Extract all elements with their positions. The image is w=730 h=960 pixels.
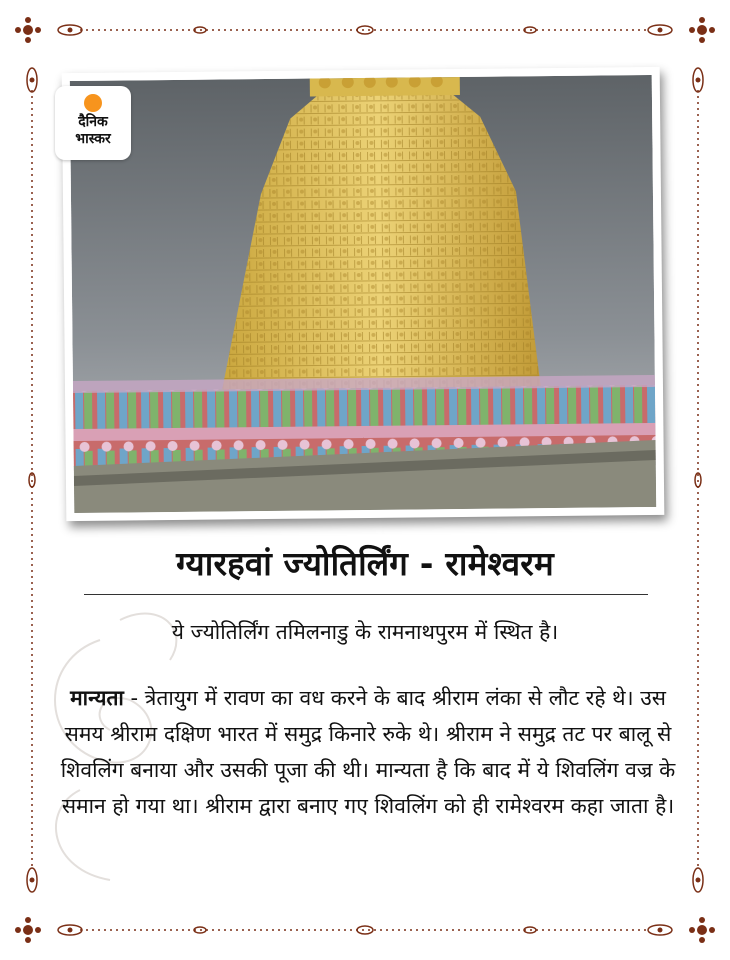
belief-text: त्रेतायुग में रावण का वध करने के बाद श्रीराम लंका से लौट रहे थे। उस समय श्रीराम दक्षिण भारत में समुद्र किनारे रुके थे। श्रीराम ने समुद्र तट पर बालू से शिवलिंग बनाया और उसकी पूजा की थी। मान्यता है कि बाद में ये शिवलिंग वज्र के समान हो गया था। श्रीराम द्वारा बनाए गए शिवलिंग को ही रामेश्वरम कहा जाता है। [60,686,676,818]
temple-photo [70,75,656,513]
intro-text: ये ज्योतिर्लिंग तमिलनाडु के रामनाथपुरम में स्थित है। [171,620,559,644]
logo-line-2: भास्कर [75,131,111,147]
logo-line-1: दैनिक [78,114,108,130]
belief-separator: - [123,686,145,710]
dainik-bhaskar-logo [55,86,131,160]
belief-paragraph [58,680,678,824]
title-divider [84,594,648,595]
photo-container [64,70,662,518]
page-title: ग्यारहवां ज्योतिर्लिंग - रामेश्वरम [176,544,554,583]
sun-logo-icon [84,94,102,112]
belief-label: मान्यता [70,686,124,710]
temple-photo-card [62,67,665,521]
